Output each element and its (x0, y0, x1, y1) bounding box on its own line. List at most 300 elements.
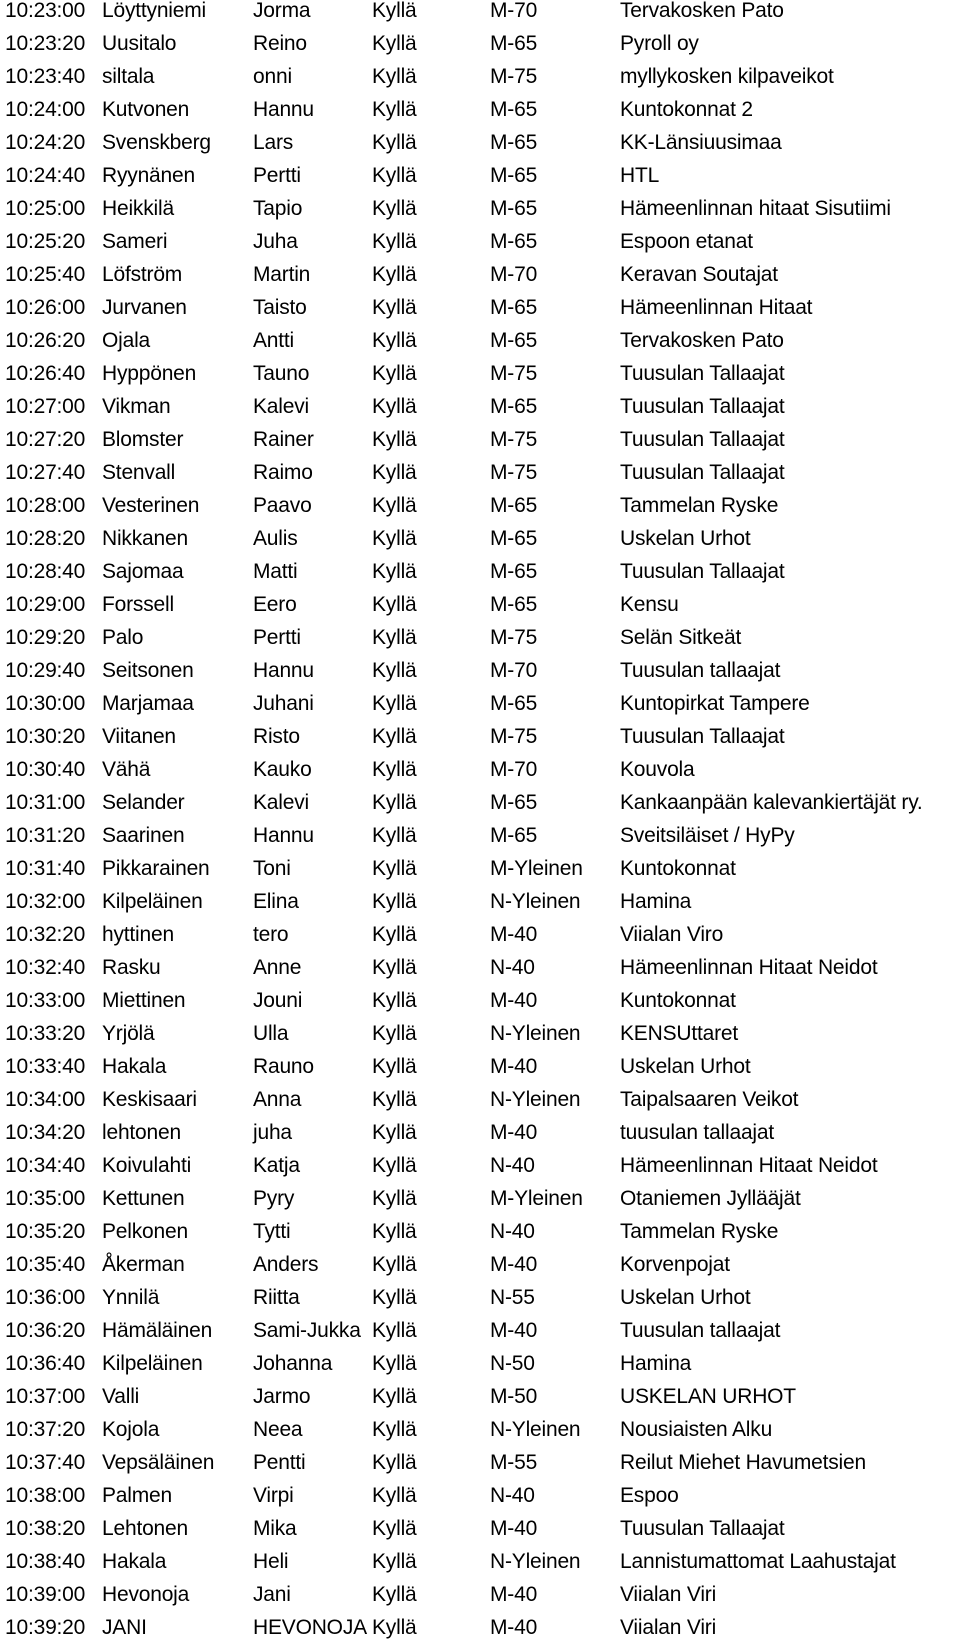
paid-status: Kyllä (372, 1022, 417, 1045)
first-name: Kalevi (253, 395, 309, 418)
start-time: 10:35:40 (5, 1253, 86, 1276)
class-label: M-40 (490, 923, 538, 946)
start-time: 10:28:20 (5, 527, 86, 550)
first-name: Lars (253, 131, 294, 154)
table-row (5, 396, 955, 429)
start-time: 10:31:00 (5, 791, 86, 814)
last-name: Kettunen (102, 1187, 185, 1210)
first-name: Reino (253, 32, 307, 55)
last-name: Stenvall (102, 461, 176, 484)
paid-status: Kyllä (372, 791, 417, 814)
start-time: 10:32:20 (5, 923, 86, 946)
class-label: M-70 (490, 758, 538, 781)
table-row (5, 1089, 955, 1122)
paid-status: Kyllä (372, 824, 417, 847)
club-name: Viialan Viro (620, 923, 724, 946)
class-label: M-65 (490, 329, 538, 352)
club-name: Kouvola (620, 758, 695, 781)
first-name: Eero (253, 593, 297, 616)
class-label: M-65 (490, 197, 538, 220)
start-time: 10:28:00 (5, 494, 86, 517)
club-name: Sveitsiläiset / HyPy (620, 824, 795, 847)
class-label: M-75 (490, 362, 538, 385)
club-name: tuusulan tallaajat (620, 1121, 775, 1144)
club-name: Keravan Soutajat (620, 263, 778, 286)
class-label: N-40 (490, 1154, 535, 1177)
paid-status: Kyllä (372, 593, 417, 616)
first-name: Kauko (253, 758, 312, 781)
club-name: Tervakosken Pato (620, 329, 784, 352)
start-time: 10:23:20 (5, 32, 86, 55)
class-label: N-Yleinen (490, 1088, 581, 1111)
table-row (5, 594, 955, 627)
club-name: Kankaanpään kalevankiertäjät ry. (620, 791, 923, 814)
first-name: Pertti (253, 626, 301, 649)
paid-status: Kyllä (372, 758, 417, 781)
paid-status: Kyllä (372, 1616, 417, 1639)
paid-status: Kyllä (372, 131, 417, 154)
class-label: M-65 (490, 494, 538, 517)
last-name: Heikkilä (102, 197, 174, 220)
first-name: Jouni (253, 989, 303, 1012)
table-row (5, 1287, 955, 1320)
table-row (5, 726, 955, 759)
class-label: M-65 (490, 791, 538, 814)
class-label: M-Yleinen (490, 857, 583, 880)
paid-status: Kyllä (372, 1352, 417, 1375)
paid-status: Kyllä (372, 1286, 417, 1309)
class-label: M-65 (490, 395, 538, 418)
class-label: M-70 (490, 0, 538, 22)
club-name: Tuusulan tallaajat (620, 1319, 781, 1342)
paid-status: Kyllä (372, 923, 417, 946)
first-name: Raimo (253, 461, 313, 484)
start-time: 10:26:20 (5, 329, 86, 352)
club-name: Reilut Miehet Havumetsien (620, 1451, 866, 1474)
class-label: M-50 (490, 1385, 538, 1408)
class-label: M-40 (490, 1517, 538, 1540)
first-name: Hannu (253, 98, 314, 121)
table-row (5, 495, 955, 528)
last-name: Löyttyniemi (102, 0, 207, 22)
club-name: Tuusulan Tallaajat (620, 461, 785, 484)
last-name: Koivulahti (102, 1154, 192, 1177)
start-time: 10:34:20 (5, 1121, 86, 1144)
start-time: 10:39:20 (5, 1616, 86, 1639)
paid-status: Kyllä (372, 1583, 417, 1606)
last-name: Vepsäläinen (102, 1451, 215, 1474)
start-time: 10:32:40 (5, 956, 86, 979)
first-name: Mika (253, 1517, 297, 1540)
last-name: Kilpeläinen (102, 890, 203, 913)
table-row (5, 1122, 955, 1155)
table-row (5, 1353, 955, 1386)
table-row (5, 429, 955, 462)
paid-status: Kyllä (372, 560, 417, 583)
club-name: Otaniemen Jyllääjät (620, 1187, 801, 1210)
last-name: Löfström (102, 263, 183, 286)
last-name: Hämäläinen (102, 1319, 213, 1342)
last-name: Palo (102, 626, 144, 649)
class-label: N-55 (490, 1286, 535, 1309)
class-label: M-40 (490, 1121, 538, 1144)
paid-status: Kyllä (372, 1253, 417, 1276)
paid-status: Kyllä (372, 1121, 417, 1144)
paid-status: Kyllä (372, 692, 417, 715)
start-time: 10:26:40 (5, 362, 86, 385)
last-name: lehtonen (102, 1121, 181, 1144)
class-label: M-65 (490, 560, 538, 583)
start-time: 10:27:40 (5, 461, 86, 484)
paid-status: Kyllä (372, 230, 417, 253)
start-time: 10:24:40 (5, 164, 86, 187)
class-label: N-40 (490, 1220, 535, 1243)
first-name: Aulis (253, 527, 298, 550)
club-name: Nousiaisten Alku (620, 1418, 773, 1441)
first-name: Juha (253, 230, 298, 253)
class-label: M-Yleinen (490, 1187, 583, 1210)
start-time: 10:38:40 (5, 1550, 86, 1573)
paid-status: Kyllä (372, 989, 417, 1012)
last-name: Sajomaa (102, 560, 184, 583)
table-row (5, 1221, 955, 1254)
start-time: 10:31:20 (5, 824, 86, 847)
paid-status: Kyllä (372, 197, 417, 220)
paid-status: Kyllä (372, 428, 417, 451)
start-time: 10:25:40 (5, 263, 86, 286)
class-label: M-70 (490, 263, 538, 286)
paid-status: Kyllä (372, 362, 417, 385)
last-name: Vesterinen (102, 494, 200, 517)
start-time: 10:33:40 (5, 1055, 86, 1078)
club-name: Tuusulan Tallaajat (620, 1517, 785, 1540)
table-row (5, 264, 955, 297)
last-name: Ynnilä (102, 1286, 160, 1309)
paid-status: Kyllä (372, 659, 417, 682)
first-name: Matti (253, 560, 298, 583)
club-name: Uskelan Urhot (620, 1286, 751, 1309)
last-name: Hyppönen (102, 362, 197, 385)
club-name: Tuusulan Tallaajat (620, 428, 785, 451)
start-time: 10:33:00 (5, 989, 86, 1012)
paid-status: Kyllä (372, 32, 417, 55)
first-name: Tauno (253, 362, 310, 385)
table-row (5, 1155, 955, 1188)
class-label: M-65 (490, 32, 538, 55)
table-row (5, 924, 955, 957)
table-row (5, 957, 955, 990)
paid-status: Kyllä (372, 164, 417, 187)
paid-status: Kyllä (372, 0, 417, 22)
last-name: Seitsonen (102, 659, 194, 682)
paid-status: Kyllä (372, 527, 417, 550)
paid-status: Kyllä (372, 1451, 417, 1474)
start-time: 10:36:20 (5, 1319, 86, 1342)
first-name: Pertti (253, 164, 301, 187)
table-row (5, 528, 955, 561)
first-name: Juhani (253, 692, 314, 715)
last-name: Uusitalo (102, 32, 177, 55)
class-label: M-70 (490, 659, 538, 682)
paid-status: Kyllä (372, 1517, 417, 1540)
club-name: Viialan Viri (620, 1583, 717, 1606)
table-row (5, 1617, 955, 1650)
club-name: Lannistumattomat Laahustajat (620, 1550, 896, 1573)
club-name: HTL (620, 164, 660, 187)
table-row (5, 132, 955, 165)
club-name: Hämeenlinnan hitaat Sisutiimi (620, 197, 891, 220)
club-name: Tuusulan Tallaajat (620, 560, 785, 583)
class-label: N-Yleinen (490, 1022, 581, 1045)
last-name: Kilpeläinen (102, 1352, 203, 1375)
class-label: M-40 (490, 1055, 538, 1078)
club-name: Kensu (620, 593, 679, 616)
table-row (5, 1419, 955, 1452)
first-name: Antti (253, 329, 295, 352)
start-time: 10:28:40 (5, 560, 86, 583)
first-name: Tapio (253, 197, 303, 220)
paid-status: Kyllä (372, 725, 417, 748)
club-name: Hamina (620, 1352, 692, 1375)
start-time: 10:37:00 (5, 1385, 86, 1408)
class-label: M-75 (490, 461, 538, 484)
last-name: Ryynänen (102, 164, 195, 187)
first-name: Virpi (253, 1484, 294, 1507)
club-name: Uskelan Urhot (620, 527, 751, 550)
club-name: Tervakosken Pato (620, 0, 784, 22)
paid-status: Kyllä (372, 1088, 417, 1111)
start-list (5, 0, 955, 1650)
last-name: Vikman (102, 395, 171, 418)
table-row (5, 231, 955, 264)
class-label: M-65 (490, 527, 538, 550)
last-name: Saarinen (102, 824, 185, 847)
last-name: Hevonoja (102, 1583, 190, 1606)
last-name: Selander (102, 791, 185, 814)
table-row (5, 66, 955, 99)
club-name: Hämeenlinnan Hitaat Neidot (620, 956, 878, 979)
club-name: Tuusulan tallaajat (620, 659, 781, 682)
table-row (5, 1188, 955, 1221)
start-time: 10:36:40 (5, 1352, 86, 1375)
class-label: M-75 (490, 725, 538, 748)
paid-status: Kyllä (372, 1055, 417, 1078)
table-row (5, 1584, 955, 1617)
table-row (5, 1023, 955, 1056)
paid-status: Kyllä (372, 1484, 417, 1507)
paid-status: Kyllä (372, 1220, 417, 1243)
class-label: M-75 (490, 428, 538, 451)
start-time: 10:26:00 (5, 296, 86, 319)
table-row (5, 1518, 955, 1551)
class-label: M-65 (490, 164, 538, 187)
last-name: hyttinen (102, 923, 174, 946)
first-name: Pentti (253, 1451, 306, 1474)
last-name: Nikkanen (102, 527, 188, 550)
table-row (5, 198, 955, 231)
last-name: Viitanen (102, 725, 176, 748)
last-name: Åkerman (102, 1253, 185, 1276)
table-row (5, 330, 955, 363)
club-name: Tammelan Ryske (620, 1220, 779, 1243)
first-name: Pyry (253, 1187, 295, 1210)
table-row (5, 1386, 955, 1419)
club-name: Korvenpojat (620, 1253, 730, 1276)
start-time: 10:36:00 (5, 1286, 86, 1309)
club-name: Tuusulan Tallaajat (620, 725, 785, 748)
table-row (5, 660, 955, 693)
first-name: Ulla (253, 1022, 289, 1045)
table-row (5, 693, 955, 726)
first-name: Anders (253, 1253, 319, 1276)
last-name: Palmen (102, 1484, 173, 1507)
table-row (5, 759, 955, 792)
paid-status: Kyllä (372, 1550, 417, 1573)
first-name: Toni (253, 857, 291, 880)
start-time: 10:33:20 (5, 1022, 86, 1045)
start-time: 10:34:00 (5, 1088, 86, 1111)
first-name: Jorma (253, 0, 311, 22)
table-row (5, 825, 955, 858)
start-time: 10:39:00 (5, 1583, 86, 1606)
paid-status: Kyllä (372, 65, 417, 88)
paid-status: Kyllä (372, 890, 417, 913)
club-name: Espoo (620, 1484, 679, 1507)
start-time: 10:31:40 (5, 857, 86, 880)
first-name: Martin (253, 263, 311, 286)
first-name: Rainer (253, 428, 314, 451)
table-row (5, 1254, 955, 1287)
first-name: Sami-Jukka (253, 1319, 361, 1342)
last-name: Miettinen (102, 989, 186, 1012)
class-label: M-40 (490, 1253, 538, 1276)
start-time: 10:24:00 (5, 98, 86, 121)
paid-status: Kyllä (372, 395, 417, 418)
table-row (5, 858, 955, 891)
club-name: KK-Länsiuusimaa (620, 131, 782, 154)
start-time: 10:37:20 (5, 1418, 86, 1441)
start-time: 10:27:20 (5, 428, 86, 451)
first-name: Rauno (253, 1055, 314, 1078)
paid-status: Kyllä (372, 956, 417, 979)
table-row (5, 33, 955, 66)
club-name: Uskelan Urhot (620, 1055, 751, 1078)
last-name: Keskisaari (102, 1088, 197, 1111)
last-name: Rasku (102, 956, 161, 979)
last-name: Svenskberg (102, 131, 211, 154)
first-name: Taisto (253, 296, 307, 319)
class-label: M-40 (490, 1319, 538, 1342)
start-time: 10:29:40 (5, 659, 86, 682)
start-time: 10:25:20 (5, 230, 86, 253)
table-row (5, 891, 955, 924)
paid-status: Kyllä (372, 1154, 417, 1177)
club-name: Viialan Viri (620, 1616, 717, 1639)
first-name: Neea (253, 1418, 303, 1441)
class-label: M-40 (490, 989, 538, 1012)
paid-status: Kyllä (372, 1418, 417, 1441)
last-name: Vähä (102, 758, 151, 781)
class-label: M-65 (490, 98, 538, 121)
table-row (5, 165, 955, 198)
class-label: N-Yleinen (490, 1550, 581, 1573)
club-name: KENSUttaret (620, 1022, 739, 1045)
first-name: Anne (253, 956, 302, 979)
first-name: tero (253, 923, 289, 946)
last-name: Pelkonen (102, 1220, 188, 1243)
first-name: Tytti (253, 1220, 291, 1243)
paid-status: Kyllä (372, 1385, 417, 1408)
paid-status: Kyllä (372, 1319, 417, 1342)
last-name: Blomster (102, 428, 184, 451)
club-name: USKELAN URHOT (620, 1385, 796, 1408)
first-name: Jani (253, 1583, 291, 1606)
class-label: M-75 (490, 626, 538, 649)
last-name: Jurvanen (102, 296, 187, 319)
last-name: Hakala (102, 1055, 167, 1078)
paid-status: Kyllä (372, 1187, 417, 1210)
last-name: Kojola (102, 1418, 160, 1441)
club-name: Pyroll oy (620, 32, 699, 55)
first-name: onni (253, 65, 292, 88)
class-label: M-65 (490, 230, 538, 253)
club-name: Espoon etanat (620, 230, 753, 253)
first-name: Kalevi (253, 791, 309, 814)
start-time: 10:30:20 (5, 725, 86, 748)
paid-status: Kyllä (372, 494, 417, 517)
first-name: Hannu (253, 659, 314, 682)
first-name: Heli (253, 1550, 289, 1573)
start-time: 10:30:00 (5, 692, 86, 715)
class-label: N-50 (490, 1352, 535, 1375)
club-name: Hamina (620, 890, 692, 913)
table-row (5, 990, 955, 1023)
table-row (5, 561, 955, 594)
start-time: 10:35:00 (5, 1187, 86, 1210)
club-name: Kuntokonnat (620, 857, 736, 880)
first-name: HEVONOJA (253, 1616, 367, 1639)
first-name: Johanna (253, 1352, 333, 1375)
table-row (5, 792, 955, 825)
start-time: 10:35:20 (5, 1220, 86, 1243)
start-time: 10:29:00 (5, 593, 86, 616)
table-row (5, 1452, 955, 1485)
club-name: Kuntokonnat (620, 989, 736, 1012)
table-row (5, 462, 955, 495)
club-name: Selän Sitkeät (620, 626, 742, 649)
class-label: N-Yleinen (490, 890, 581, 913)
class-label: N-Yleinen (490, 1418, 581, 1441)
class-label: M-75 (490, 65, 538, 88)
last-name: JANI (102, 1616, 147, 1639)
last-name: Yrjölä (102, 1022, 155, 1045)
first-name: Katja (253, 1154, 300, 1177)
start-time: 10:30:40 (5, 758, 86, 781)
first-name: Hannu (253, 824, 314, 847)
class-label: M-40 (490, 1583, 538, 1606)
last-name: Forssell (102, 593, 174, 616)
club-name: Tuusulan Tallaajat (620, 362, 785, 385)
first-name: Elina (253, 890, 299, 913)
last-name: Lehtonen (102, 1517, 188, 1540)
first-name: Paavo (253, 494, 312, 517)
first-name: Risto (253, 725, 300, 748)
start-time: 10:37:40 (5, 1451, 86, 1474)
last-name: Kutvonen (102, 98, 190, 121)
first-name: juha (253, 1121, 292, 1144)
club-name: Tammelan Ryske (620, 494, 779, 517)
start-time: 10:38:20 (5, 1517, 86, 1540)
